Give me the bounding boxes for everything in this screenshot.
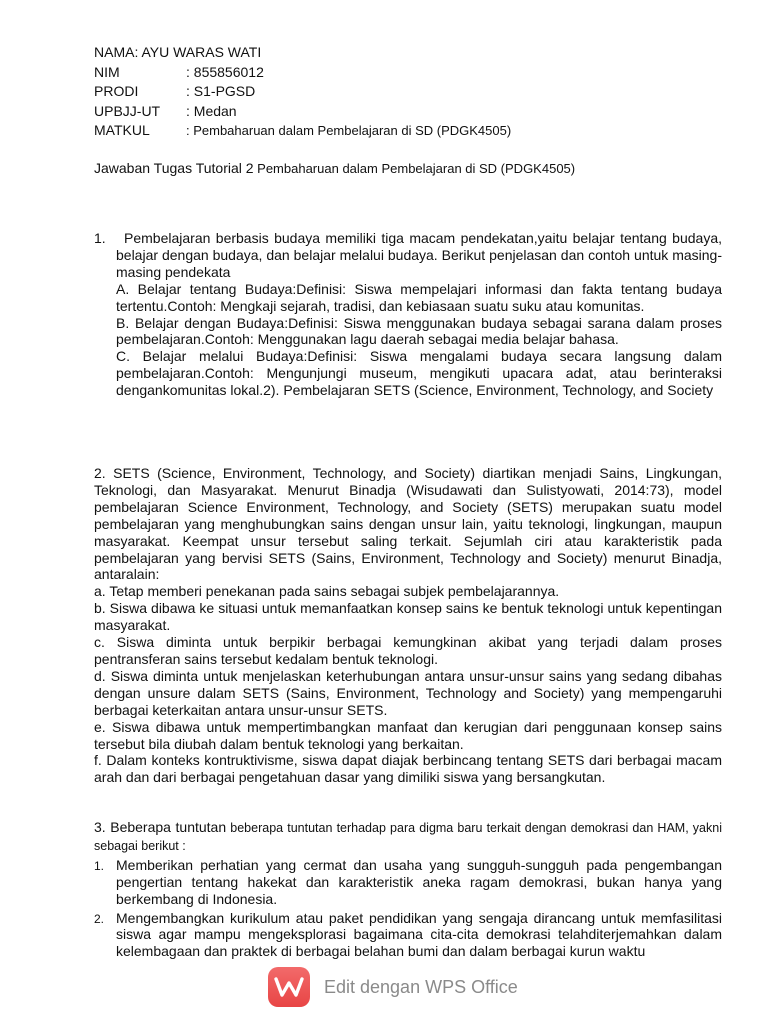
answer-1-point-a: A. Belajar tentang Budaya:Definisi: Siswa mempelajari informasi dan fakta tentang budaya tertentu.Contoh: Mengkaji sejarah, tradisi, dan kebiasaan suatu suku atau komunitas. <box>116 280 722 314</box>
list-item-number: 2. <box>94 911 105 926</box>
answer-number: 1. <box>94 230 106 246</box>
answer-2-point-f: f. Dalam konteks kontruktivisme, siswa dapat diajak berbincang tentang SETS dari berbagai macam arah dan dari berbagai pengetahuan dasar yang dimiliki siswa yang bersangkutan. <box>94 752 722 786</box>
title-sub: Pembaharuan dalam Pembelajaran di SD (PDGK4505) <box>253 161 576 176</box>
answer-3-intro-sub: beberapa tuntutan terhadap para digma baru terkait dengan demokrasi dan HAM, yakni sebagai berikut : <box>94 821 722 853</box>
identity-value: : Pembaharuan dalam Pembelajaran di SD (PDGK4505) <box>186 123 512 138</box>
identity-row-upbjj <box>94 102 511 122</box>
wps-watermark-text: Edit dengan WPS Office <box>324 976 518 997</box>
answer-1-intro: Pembelajaran berbasis budaya memiliki tiga macam pendekatan,yaitu belajar tentang budaya, belajar dengan budaya, dan belajar melalui budaya. Berikut penjelasan dan contoh untuk masing-masing pendekata <box>116 230 722 280</box>
answer-2-point-c: c. Siswa diminta untuk berpikir berbagai kemungkinan akibat yang terjadi dalam proses pentransferan sains tersebut kedalam bentuk teknologi. <box>94 634 722 667</box>
answer-2-point-a: a. Tetap memberi penekanan pada sains sebagai subjek pembelajarannya. <box>94 583 560 600</box>
answer-2-point-d: d. Siswa diminta untuk menjelaskan keterhubungan antara unsur-unsur sains yang sedang dibahas dengan unsure dalam SETS (Sains, Environment, Technology and Society) yang mempengaruhi berbagai keterkaitan antara unsur-unsur SETS. <box>94 667 722 718</box>
document-title <box>94 160 575 176</box>
wps-watermark[interactable] <box>268 967 518 1007</box>
answer-3 <box>94 819 722 962</box>
wps-logo-icon <box>268 967 310 1007</box>
identity-row-matkul <box>94 121 511 141</box>
answer-1-point-b: B. Belajar dengan Budaya:Definisi: Siswa menggunakan budaya sebagai sarana dalam proses pembelajaran.Contoh: Menggunakan lagu daerah sebagai media belajar bahasa. <box>116 314 722 348</box>
answer-2 <box>94 465 722 786</box>
identity-value: : S1-PGSD <box>186 83 256 99</box>
identity-row-prodi <box>94 82 511 102</box>
list-item-text: Mengembangkan kurikulum atau paket pendidikan yang sengaja dirancang untuk memfasilitasi siswa agar mampu mengeksplorasi bagaimana cita-cita demokrasi telahditerjemahkan dalam kelembagaan dan praktek di berbagai belahan bumi dan dalam berbagai kurun waktu <box>116 909 722 960</box>
answer-2-point-e: e. Siswa dibawa untuk mempertimbangkan manfaat dan kerugian dari penggunaan konsep sains tersebut bila diubah dalam bentuk teknologi yang berkaitan. <box>94 718 722 752</box>
identity-label: MATKUL <box>94 122 150 138</box>
answer-3-intro <box>94 819 722 855</box>
student-identity-block <box>94 43 511 141</box>
list-item <box>94 910 722 961</box>
identity-label: NIM <box>94 63 120 80</box>
answer-3-list <box>94 857 722 960</box>
identity-value: : Medan <box>186 102 237 119</box>
identity-label: NAMA <box>94 44 135 60</box>
identity-row-name <box>94 43 511 63</box>
identity-value: : AYU WARAS WATI <box>134 44 262 60</box>
identity-value: : 855856012 <box>186 63 264 80</box>
answer-1-point-c: C. Belajar melalui Budaya:Definisi: Siswa mengalami budaya secara langsung dalam pembelajaran.Contoh: Mengunjungi museum, mengikuti upacara adat, atau berinteraksi dengankomunitas lokal.2). Pembelajaran SETS (Science, Environment, Technology, and Society <box>116 348 722 399</box>
list-item <box>94 857 722 908</box>
identity-row-nim <box>94 63 511 83</box>
list-item-text: Memberikan perhatian yang cermat dan usaha yang sungguh-sungguh pada pengembangan pengertian tentang hakekat dan karakteristik aneka ragam demokrasi, bukan hanya yang berkembang di Indonesia. <box>116 856 722 907</box>
answer-3-intro-main: 3. Beberapa tuntutan <box>94 819 227 835</box>
identity-label: UPBJJ-UT <box>94 102 161 119</box>
identity-label: PRODI <box>94 83 139 99</box>
answer-1 <box>94 230 722 399</box>
list-item-number: 1. <box>94 858 105 873</box>
title-main: Jawaban Tugas Tutorial 2 <box>94 160 254 176</box>
answer-2-point-b: b. Siswa dibawa ke situasi untuk memanfaatkan konsep sains ke bentuk teknologi untuk kepentingan masyarakat. <box>94 600 722 634</box>
answer-2-intro: 2. SETS (Science, Environment, Technology, and Society) diartikan menjadi Sains, Lingkungan, Teknologi, dan Masyarakat. Menurut Binadja (Wisudawati dan Sulistyowati, 2014:73), model pembelajaran Science Environment, Technology, and Society (SETS) merupakan suatu model pembelajaran yang menghubungkan sains dengan unsur lain, yaitu teknologi, lingkungan, maupun masyarakat. Keempat unsur tersebut saling terkait. Sejumlah ciri atau karakteristik pada pembelajaran yang bervisi SETS (Sains, Environment, Technology and Society) menurut Binadja, antaralain: <box>94 465 722 583</box>
